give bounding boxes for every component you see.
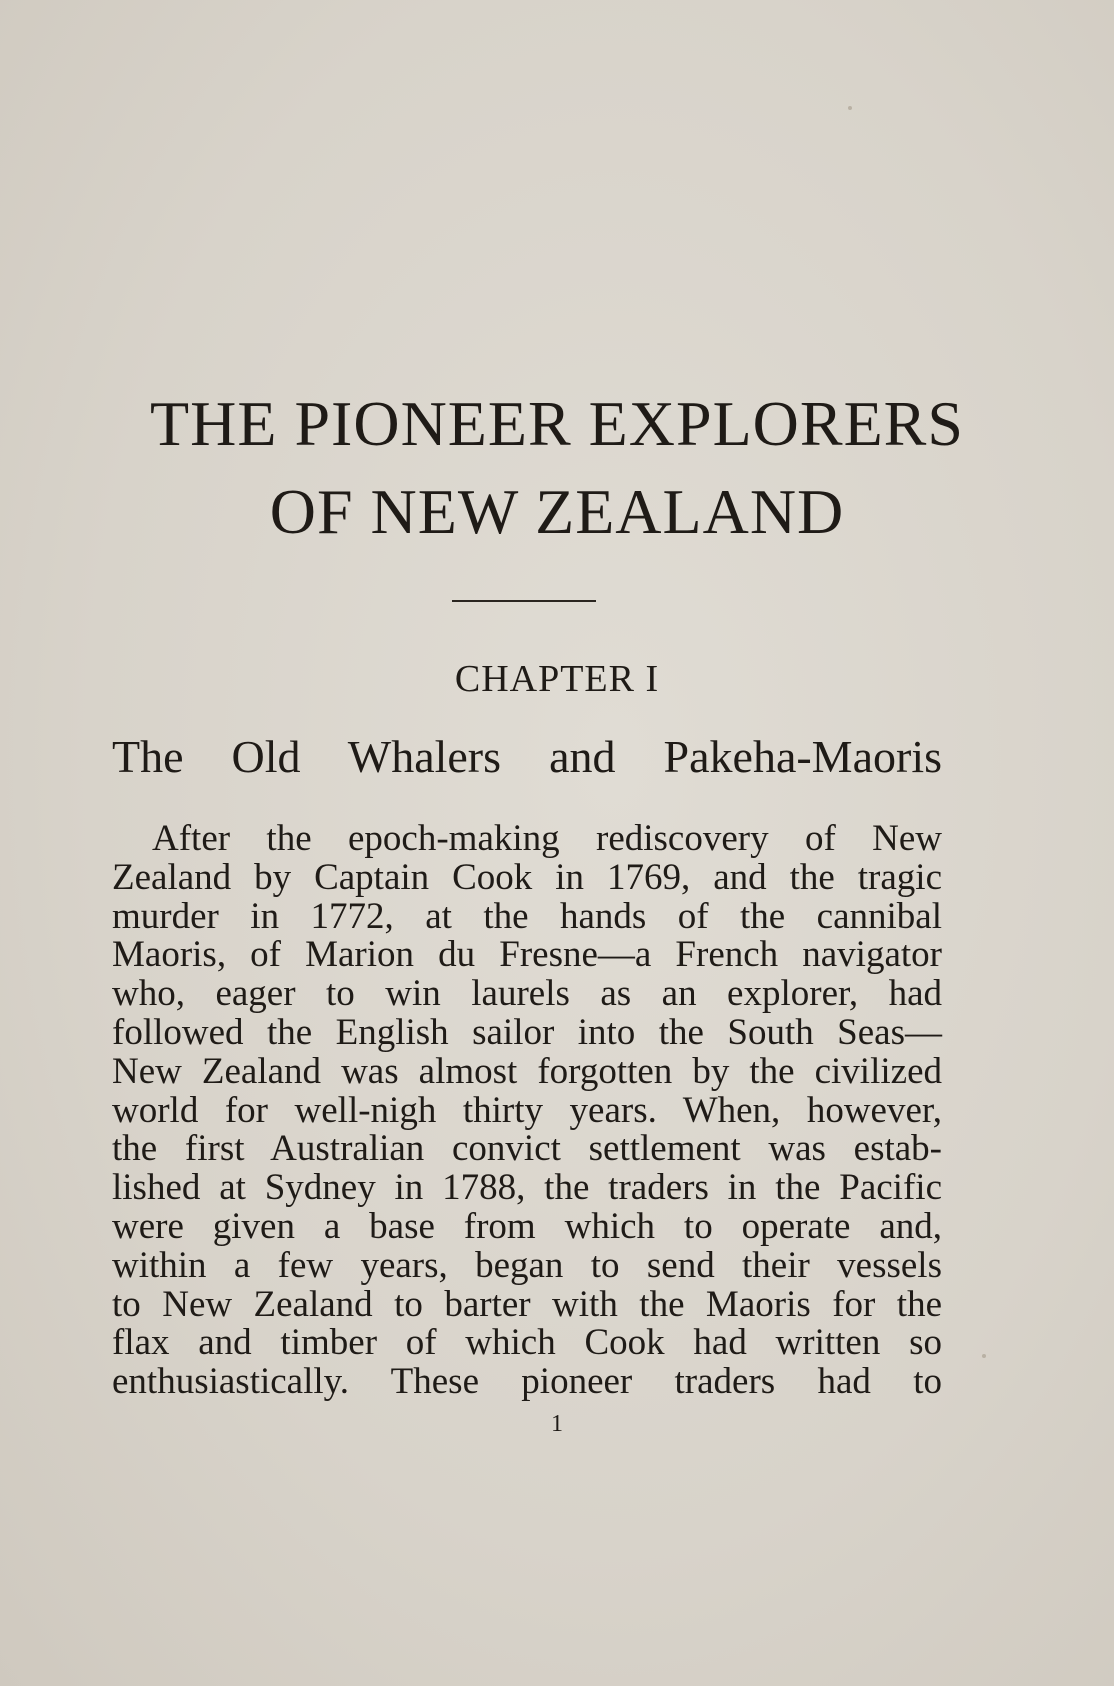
paper-speck <box>982 1354 986 1358</box>
title-divider-rule <box>452 600 596 602</box>
body-line: flax and timber of which Cook had written so <box>112 1322 942 1364</box>
body-line: world for well-nigh thirty years. When, however, <box>112 1089 942 1131</box>
body-line: who, eager to win laurels as an explorer, had <box>112 973 942 1015</box>
book-title-line-2: OF NEW ZEALAND <box>269 476 845 547</box>
page-number: 1 <box>551 1411 563 1437</box>
body-line: the first Australian convict settlement was estab- <box>112 1128 942 1170</box>
body-line: to New Zealand to barter with the Maoris for the <box>112 1283 942 1325</box>
body-line: Zealand by Captain Cook in 1769, and the tragic <box>112 856 942 898</box>
body-paragraph <box>112 820 942 1402</box>
body-line: New Zealand was almost forgotten by the civilized <box>112 1050 942 1092</box>
chapter-title: The Old Whalers and Pakeha-Maoris <box>112 731 942 782</box>
paper-speck <box>848 106 852 110</box>
body-line: enthusiastically. These pioneer traders had to <box>112 1361 942 1403</box>
chapter-label: CHAPTER I <box>454 658 660 700</box>
body-line: murder in 1772, at the hands of the cannibal <box>112 895 942 937</box>
book-title-line-1: THE PIONEER EXPLORERS <box>150 388 964 459</box>
body-line: were given a base from which to operate and, <box>112 1205 942 1247</box>
body-line: After the epoch-making rediscovery of New <box>152 818 942 859</box>
body-line: followed the English sailor into the South Seas— <box>112 1011 942 1053</box>
body-line: within a few years, began to send their vessels <box>112 1244 942 1286</box>
body-line: Maoris, of Marion du Fresne—a French navigator <box>112 934 942 976</box>
body-line: lished at Sydney in 1788, the traders in the Pacific <box>112 1167 942 1209</box>
